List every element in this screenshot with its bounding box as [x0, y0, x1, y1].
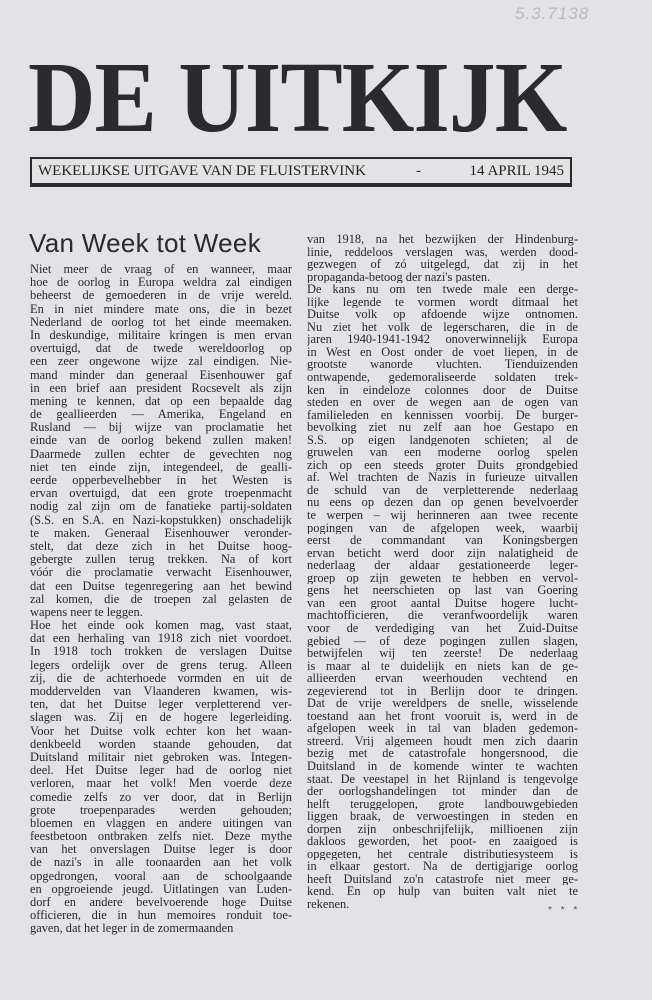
text-line: betwijfelen wij ten zeerste! De nederlaag: [307, 647, 578, 660]
text-line: nu eens op dezen dan op genen bevelvoerder: [307, 496, 578, 510]
article-column-right: [307, 233, 578, 911]
text-line: bloemen en vlaggen en andere uitingen van: [30, 816, 292, 830]
text-line: staat. De veestapel in het Rijnland is tengevolge: [307, 772, 578, 786]
text-line: helft teruggelopen, grote landbouwgebieden: [307, 797, 578, 811]
text-line: Duitsland in de komende winter te wachten: [307, 759, 578, 773]
masthead-box: [30, 157, 572, 185]
text-line: Nederland de oorlog tot het einde meemaken.: [30, 315, 292, 329]
text-line: streerd. Vrij algemeen houdt men zich daarin: [307, 734, 578, 748]
text-line: heeft Duitsland zo'n catastrofe niet meer ge-: [307, 872, 578, 886]
text-line: In deskundige, militaire kringen is men ervan: [30, 328, 292, 342]
text-line: gezwegen of zó uitgelegd, dat zij in het: [307, 258, 578, 271]
text-line: machtofficieren, die veranfwoordelijk waren: [307, 609, 578, 622]
text-line: in West en Oost onder de voet liepen, in de: [307, 345, 578, 359]
text-line: rekenen.: [307, 897, 350, 911]
text-line: in een brief aan president Rocsevelt als zijn: [30, 381, 292, 395]
text-line: bezig met de catastrofale hongersnood, die: [307, 747, 578, 760]
text-line: grootste wanorde vluchten. Tienduizenden: [307, 358, 578, 372]
text-line: beheerst de gemoederen in de vrije wereld.: [30, 289, 292, 303]
text-line: opgegeten, het centrale distributiesysteem is: [307, 847, 578, 861]
text-line: liggen braak, de verwoestingen in steden en: [307, 810, 578, 823]
issue-date: 14 APRIL 1945: [469, 163, 564, 179]
text-line: overtuigd, dat de twede wereldoorlog op: [30, 342, 292, 356]
text-line: legers ordelijk over de grens terug. Alleen: [30, 658, 292, 672]
text-line: Duitsland militair niet gebroken was. Integen-: [30, 750, 292, 764]
text-line: ken in eindeloze colonnes door de Duitse: [307, 383, 578, 397]
text-line: Voor het Duitse volk echter kon het waan-: [30, 724, 292, 738]
text-line: afgelopen week in tal van bladen gedemon-: [307, 722, 578, 735]
text-line: propaganda-betoog der nazi's pasten.: [307, 270, 491, 284]
text-line: ten, dat het Duitse leger verpletterend ver-: [30, 698, 292, 712]
text-line: eerde opperbevelhebber in het Westen is: [30, 474, 292, 487]
text-line: Niet meer de vraag of en wanneer, maar: [30, 263, 292, 276]
text-line: moddervelden van Vlaanderen kwamen, wis-: [30, 685, 292, 698]
text-line: (S.S. en S.A. en Nazi-kopstukken) onschadelijk: [30, 513, 292, 527]
text-line: Rusland — bij wijze van proclamatie het: [30, 421, 292, 435]
text-line: mening te kennen, dat op een bepaalde dag: [30, 394, 292, 408]
text-line: zal komen, die de troepen zal gelasten de: [30, 592, 292, 606]
article-column-left: [30, 263, 292, 936]
text-line: Dat de vrije wereldpers de snelle, wisselende: [307, 697, 578, 710]
text-line: lijke legende te vormen wordt ditmaal het: [307, 295, 578, 309]
text-line: gruwelen van een moderne oorlog spelen: [307, 446, 578, 459]
text-line: en opgroeiende jeugd. Uitlatingen van Luden-: [30, 882, 292, 896]
text-line: deel. Het Duitse leger had de oorlog niet: [30, 764, 292, 778]
text-line: denkbeeld worden staande gehouden, dat: [30, 737, 292, 751]
text-line: dorf en andere bevelvoerende hoge Duitse: [30, 896, 292, 909]
text-line: linie, reddeloos verslagen was, werden dood-: [307, 245, 578, 259]
text-line: feestbetoon ontbraken zelfs niet. Deze mythe: [30, 830, 292, 844]
text-line: S.S. op eigen landgenoten schieten; al de: [307, 433, 578, 447]
text-line: ervan beticht werd door zijn nalatigheid de: [307, 546, 578, 560]
text-line: groep op zijn geweten te hebben en vervol-: [307, 571, 578, 585]
text-line: slagen was. Zij en de hogere legerleiding.: [30, 711, 292, 725]
text-line: de schuld van de verpletterende nederlaag: [307, 483, 578, 497]
text-line: pogingen van de afgelopen week, waarbij: [307, 521, 578, 535]
end-mark: * * *: [548, 905, 581, 916]
text-line: officieren, die in hun memoires ronduit toe-: [30, 909, 292, 923]
text-line: voor de verdediging van het Zuid-Duitse: [307, 621, 578, 635]
text-line: niet ten einde zijn, integendeel, de gealli-: [30, 460, 292, 474]
text-line: dakloos geworden, het poot- en zaaigoed is: [307, 835, 578, 848]
article-title: Van Week tot Week: [29, 228, 261, 258]
text-line: zich op een steeds groter Duits grondgebied: [307, 458, 578, 472]
text-line: de nazi's in alle toonaarden aan het volk: [30, 856, 292, 870]
text-line: De kans nu om ten twede male een derge-: [307, 283, 578, 296]
text-line: jaren 1940-1941-1942 onoverwinnelijk Europa: [307, 333, 578, 346]
text-line: zij, die de achterhoede vormden en uit de: [30, 671, 292, 685]
text-line: mand minder dan generaal Eisenhouwer gaf: [30, 368, 292, 382]
text-line: einde van de oorlog bekend zullen maken!: [30, 434, 292, 448]
text-line: hoe de oorlog in Europa weldra zal eindigen: [30, 276, 292, 290]
text-line: Nu ziet het volk de legerscharen, die in de: [307, 320, 578, 334]
text-line: een zeer ongewone wijze zal eindigen. Nie-: [30, 355, 292, 369]
text-line: stelt, dat deze zich in het Duitse hoog-: [30, 539, 292, 553]
text-line: van een groot aantal Duitse hogere lucht-: [307, 596, 578, 610]
text-line: wapens neer te leggen.: [30, 605, 143, 619]
text-line: gebergte zullen terug trekken. Na of kort: [30, 553, 292, 567]
newspaper-title: DE UITKIJK: [28, 41, 567, 153]
text-line: familieleden en kennissen voorbij. De burger-: [307, 408, 578, 422]
publication-name: WEKELIJKSE UITGAVE VAN DE FLUISTERVINK: [38, 163, 366, 179]
text-line: verloren, maar het volk! Men voerde deze: [30, 777, 292, 791]
masthead-separator: -: [416, 163, 421, 179]
text-line: de geallieerden — Amerika, Engeland en: [30, 408, 292, 422]
text-line: Duitse volk op afdoende wijze ontnomen.: [307, 308, 578, 321]
text-line: nodig zal zijn om de fanatieke partij-soldaten: [30, 500, 292, 514]
text-line: is maar al te duidelijk en niets kan de ge-: [307, 659, 578, 673]
text-line: comedie zelfs zo ver door, dat in Berlijn: [30, 790, 292, 804]
text-line: steden en over de wegen aan de ogen van: [307, 396, 578, 409]
text-line: grote troepenparades werden gehouden;: [30, 803, 292, 817]
text-line: En in niet mindere mate ons, die in bezet: [30, 302, 292, 316]
text-line: ervan overtuigd, dat een grote troepenmacht: [30, 487, 292, 501]
text-line: vóór die proclamatie verwacht Eisenhouwer,: [30, 566, 292, 580]
text-line: zegevierend tot in Berlijn door te dringen.: [307, 684, 578, 698]
text-line: opgedrongen, vooral aan de schoolgaande: [30, 869, 292, 883]
text-line: kend. En op hulp van buiten valt niet te: [307, 885, 578, 898]
text-line: gaven, dat het leger in de zomermaanden: [30, 922, 234, 936]
text-line: van 1918, na het bezwijken der Hindenburg-: [307, 233, 578, 246]
text-line: af. Wel trachten de Nazis in furieuze uitvallen: [307, 471, 578, 484]
text-line: toestand aan het front vooruit is, werd in de: [307, 709, 578, 723]
masthead-rule: [30, 183, 572, 187]
text-line: nederlaag der aldaar gestationeerde leger-: [307, 559, 578, 572]
text-line: gebied — of deze pogingen zullen slagen,: [307, 634, 578, 648]
text-line: gens het neerschieten op last van Goering: [307, 584, 578, 597]
text-line: In 1918 toch trokken de verslagen Duitse: [30, 645, 292, 659]
text-line: Daarmede zullen echter de gevechten nog: [30, 447, 292, 461]
text-line: ontwapende, gedemoraliseerde soldaten trek-: [307, 371, 578, 384]
text-line: bevolking ziet nu zelf aan hoe Gestapo en: [307, 421, 578, 434]
text-line: dat een herhaling van 1918 zich niet voordoet.: [30, 632, 292, 646]
text-line: eerst de commandant van Koningsbergen: [307, 534, 578, 547]
text-line: Hoe het einde ook komen mag, vast staat,: [30, 619, 292, 633]
archive-stamp: 5.3.7138: [515, 4, 590, 23]
text-line: van het onverslagen Duitse leger is door: [30, 843, 292, 857]
text-line: te maken. Generaal Eisenhouwer veronder-: [30, 526, 292, 540]
text-line: dat een Duitse tegenregering aan het bewind: [30, 579, 292, 593]
text-line: te werpen – wij herinneren aan twee recente: [307, 509, 578, 522]
text-line: dorpen zijn onbeschrijfelijk, millioenen zijn: [307, 822, 578, 836]
text-line: der oorlogshandelingen tot minder dan de: [307, 785, 578, 798]
text-line: in elkaar gestort. Na de dertigjarige oorlog: [307, 860, 578, 873]
text-line: allieerden ervan weerhouden vechtend en: [307, 672, 578, 685]
